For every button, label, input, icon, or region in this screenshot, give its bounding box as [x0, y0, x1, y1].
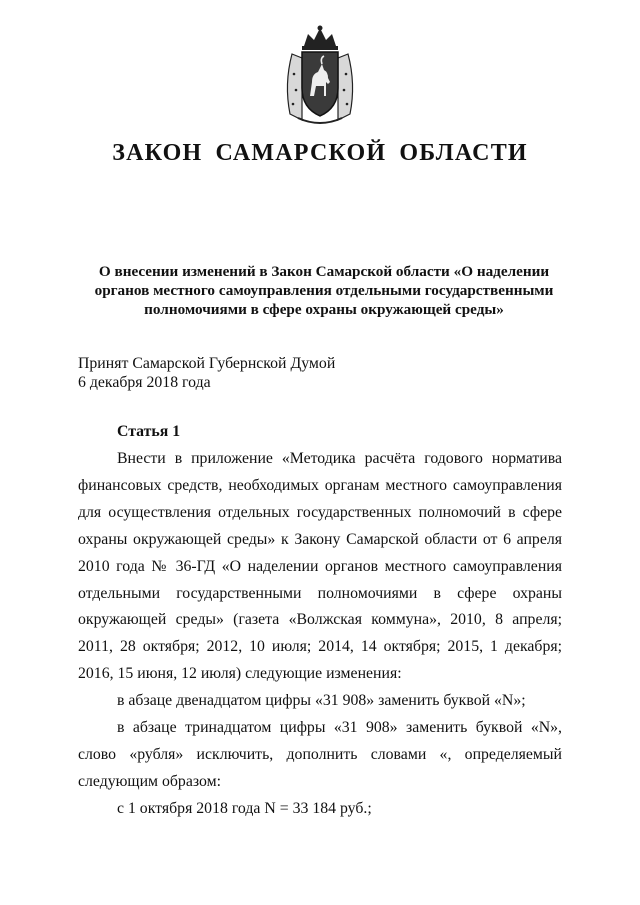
adoption-info	[78, 354, 335, 392]
law-subject: О внесении изменений в Закон Самарской области «О наделении органов местного самоуправления отдельными государственными полномочиями в сфере охраны окружающей среды»	[94, 263, 554, 318]
article-heading: Статья 1	[117, 423, 181, 440]
law-title: ЗАКОН САМАРСКОЙ ОБЛАСТИ	[112, 140, 528, 166]
article-body	[78, 446, 562, 823]
paragraph: в абзаце двенадцатом цифры «31 908» заменить буквой «N»;	[117, 692, 526, 710]
paragraph: с 1 октября 2018 года N = 33 184 руб.;	[117, 799, 372, 817]
paragraph: в абзаце тринадцатом цифры «31 908» заменить буквой «N», слово «рубля» исключить, дополнить словами «, определяемый следующим образом:	[78, 719, 562, 790]
paragraph: Внести в приложение «Методика расчёта годового норматива финансовых средств, необходимых органам местного самоуправления для осуществления отдельных государственных полномочий в сфере охраны окружающей среды» к Закону Самарской области от 6 апреля 2010 года № 36-ГД «О наделении органов местного самоуправления отдельными государственными полномочиями в сфере охраны окружающей среды» (газета «Волжская коммуна», 2010, 8 апреля; 2011, 28 октября; 2012, 10 июля; 2014, 14 октября; 2015, 1 декабря; 2016, 15 июня, 12 июля) следующие изменения:	[78, 450, 562, 683]
adopted-date: 6 декабря 2018 года	[78, 374, 211, 391]
coat-of-arms-icon	[282, 24, 358, 126]
adopted-by: Принят Самарской Губернской Думой	[78, 355, 336, 372]
